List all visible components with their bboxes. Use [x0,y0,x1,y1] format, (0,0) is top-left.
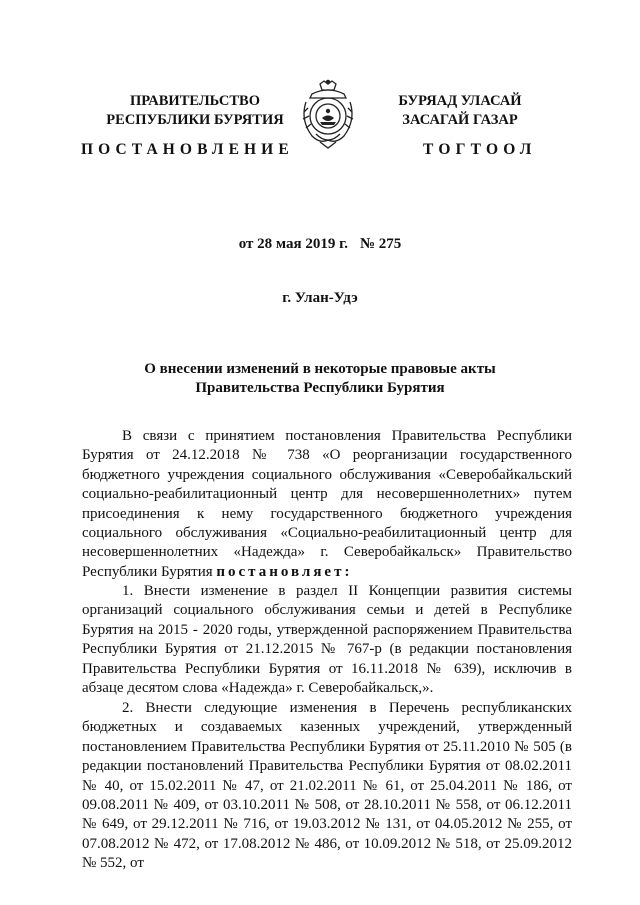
issuer-line: ПРАВИТЕЛЬСТВО [130,93,260,109]
issuer-line: РЕСПУБЛИКИ БУРЯТИЯ [106,112,284,128]
item-1-paragraph: 1. Внести изменение в раздел II Концепции развития системы организаций социального обслуживания семьи и детей в Республике Бурятия на 2015 - 2020 годы, утвержденной распоряжением Правительства Республики Бурятия от 21.12.2015 № 767-р (в редакции постановления Правительства Республики Бурятия от 16.11.2018 № 639), исключив в абзаце десятом слова «Надежда» г. Северобайкальск,». [82,583,572,697]
title-line: Правительства Республики Бурятия [195,380,445,396]
issuer-name-russian [95,92,295,130]
document-type-russian: ПОСТАНОВЛЕНИЕ [81,141,294,158]
document-type-buryat: ТОГТООЛ [423,141,537,158]
title-line: О внесении изменений в некоторые правовые акты [144,361,496,377]
document-city: г. Улан-Удэ [282,290,358,306]
preamble-text: В связи с принятием постановления Правительства Республики Бурятия от 24.12.2018 № 738 «О реорганизации государственного бюджетного учреждения социального обслуживания «Северобайкальский социально-реабилитационный центр для несовершеннолетних» путем присоединения к нему государственного бюджетного учреждения социального обслуживания «Социально-реабилитационный центр для несовершеннолетних «Надежда» г. Северобайкальск» Правительство Республики Бурятия [82,428,572,580]
issuer-line: БУРЯАД УЛАСАЙ [398,93,522,109]
document-number: № 275 [359,236,402,252]
document-date: от 28 мая 2019 г. [238,236,348,252]
document-date-number [0,236,640,253]
item-2-paragraph: 2. Внести следующие изменения в Перечень республиканских бюджетных и создаваемых казенных учреждений, утвержденный постановлением Правительства Республики Бурятия от 25.11.2010 № 505 (в редакции постановлений Правительства Республики Бурятия от 08.02.2011 № 40, от 15.02.2011 № 47, от 21.02.2011 № 61, от 25.04.2011 № 186, от 09.08.2011 № 409, от 03.10.2011 № 508, от 28.10.2011 № 558, от 06.12.2011 № 649, от 29.12.2011 № 716, от 19.03.2012 № 131, от 04.05.2012 № 255, от 07.08.2012 № 472, от 17.08.2012 № 486, от 10.09.2012 № 518, от 25.09.2012 № 552, от [82,700,572,872]
resolves-keyword: постановляет: [216,563,353,580]
issuer-name-buryat [360,92,560,130]
preamble-paragraph [82,427,572,582]
coat-of-arms-icon [298,78,358,150]
document-title [0,360,640,398]
issuer-line: ЗАСАГАЙ ГАЗАР [402,112,518,128]
